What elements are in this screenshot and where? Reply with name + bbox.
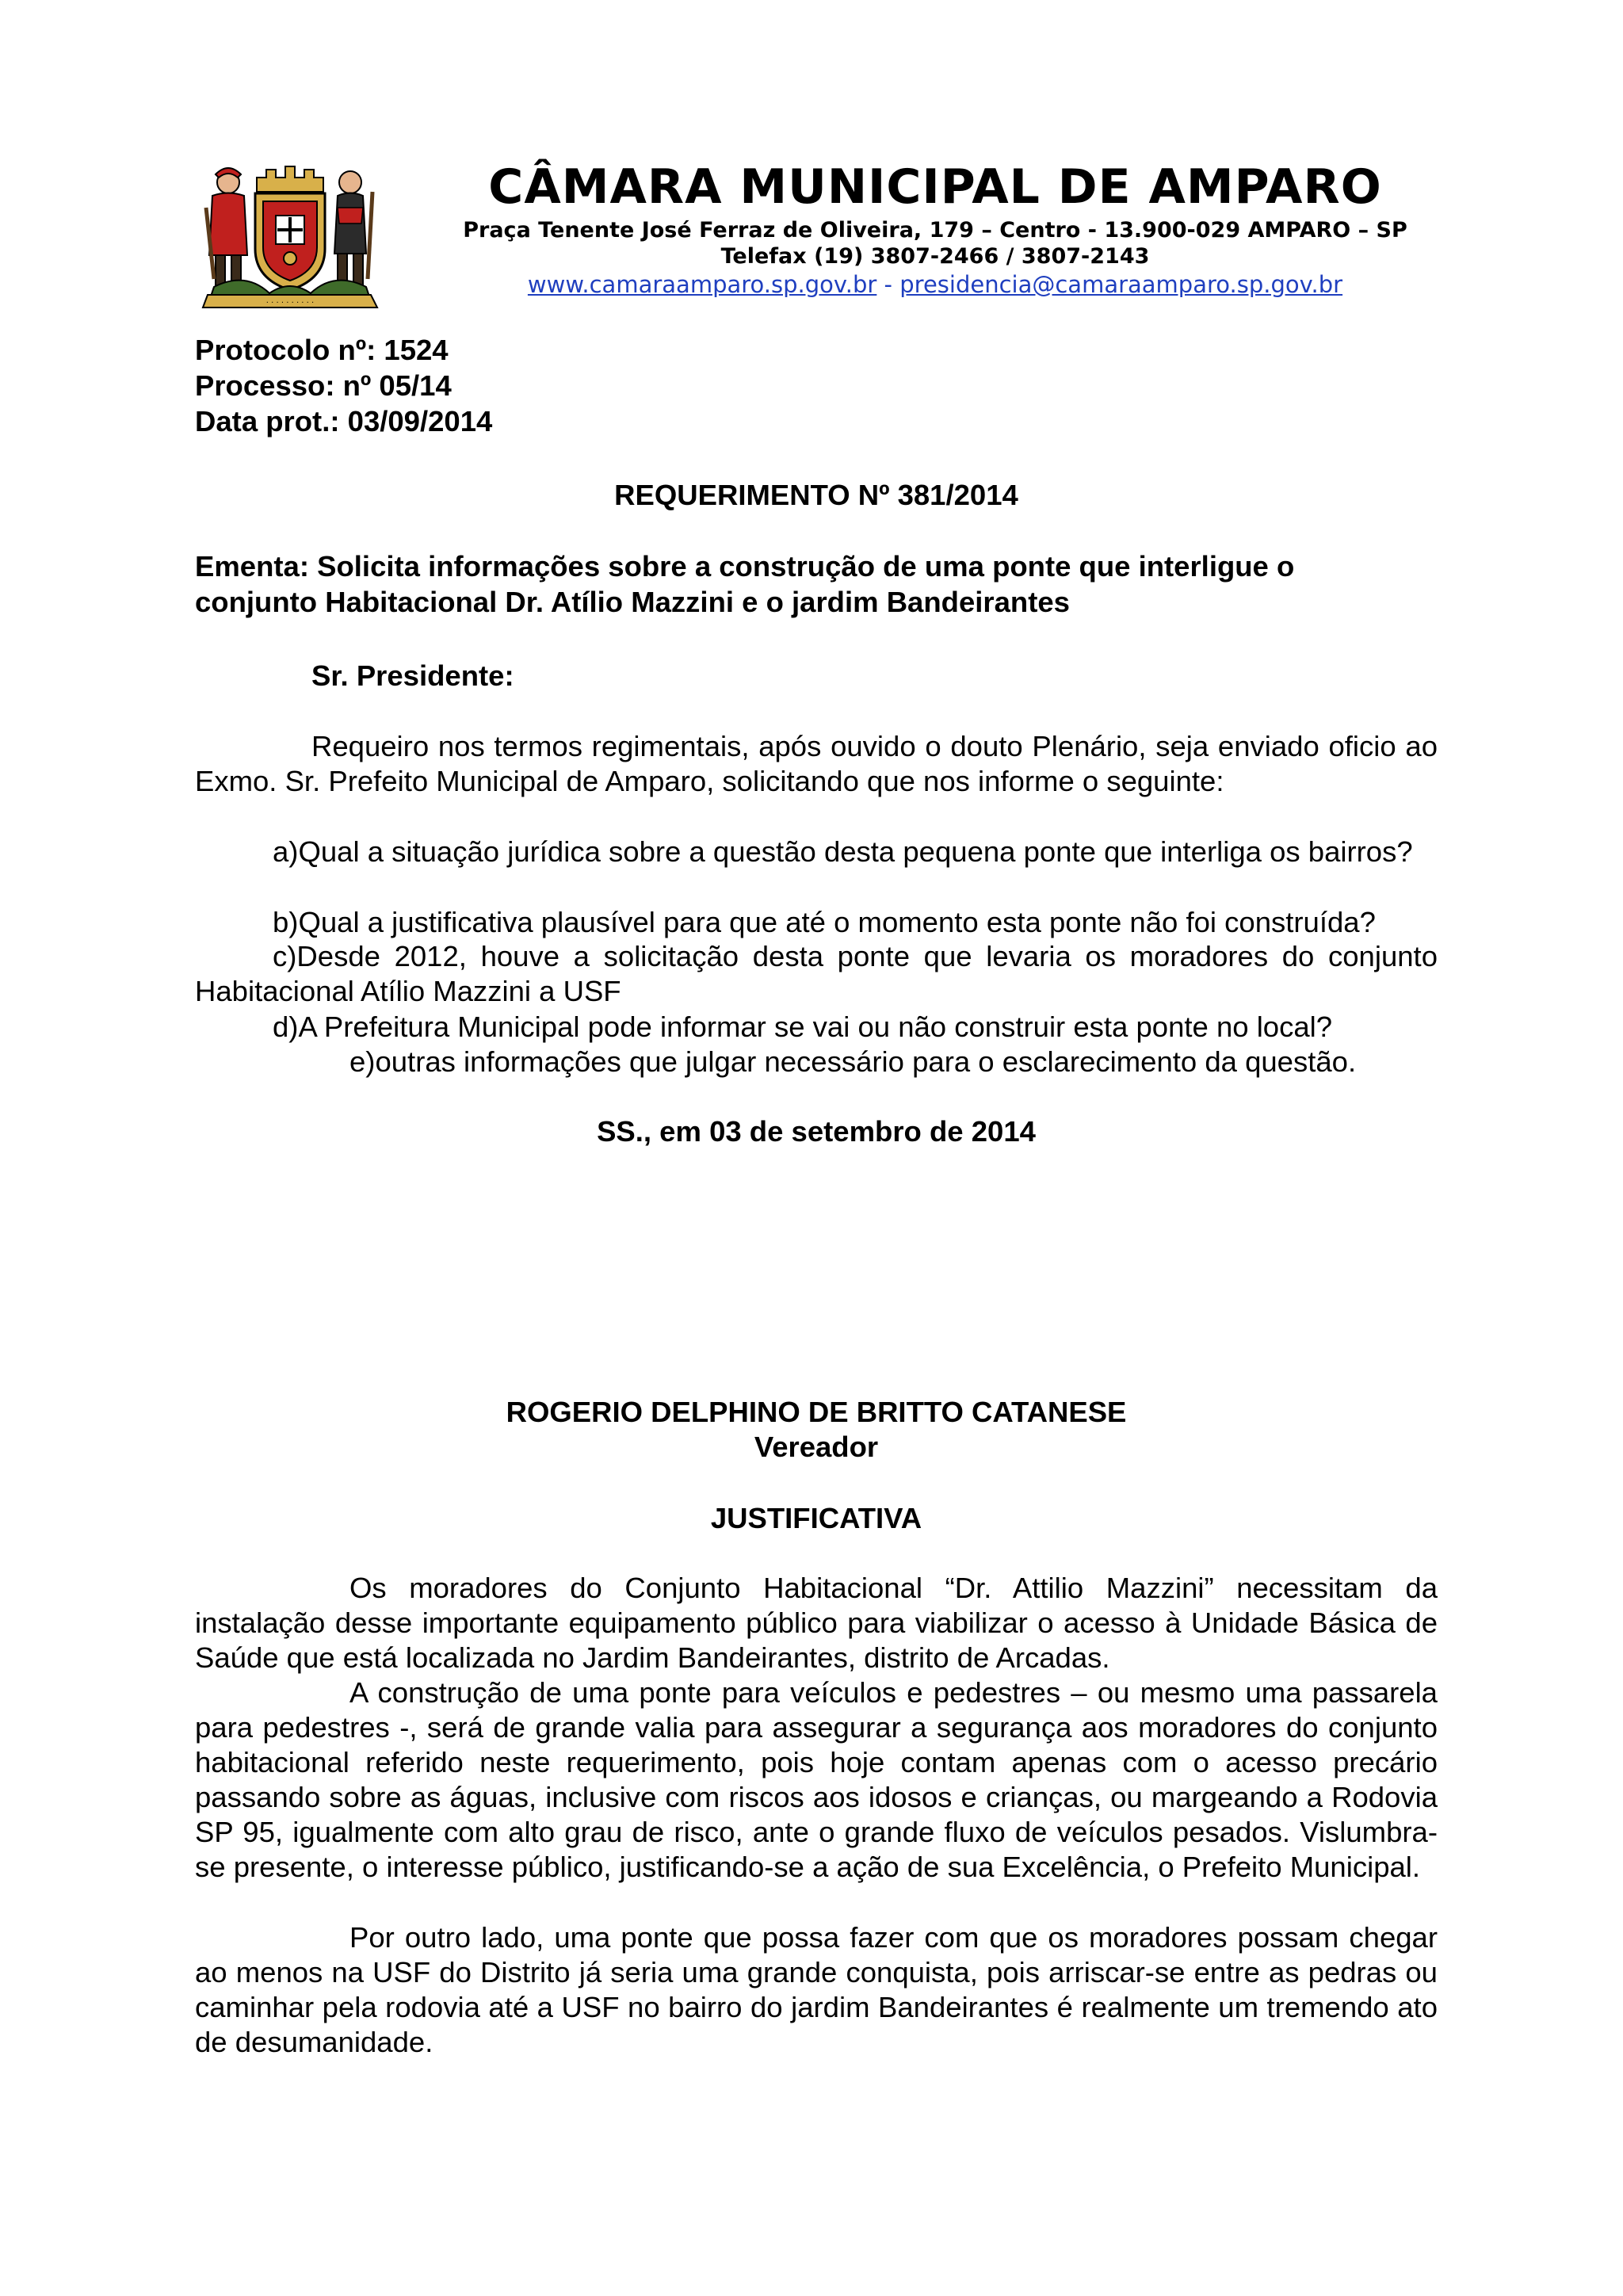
item-e: e)outras informações que julgar necessário para o esclarecimento da questão. <box>349 1045 1357 1078</box>
item-d: d)A Prefeitura Municipal pode informar se vai ou não construir esta ponte no local? <box>273 1010 1333 1043</box>
justification-title: JUSTIFICATIVA <box>710 1502 922 1534</box>
justification-paragraph-3: Por outro lado, uma ponte que possa fazer com que os moradores possam chegar ao menos na USF do Distrito já seria uma grande conquista, pois arriscar-se entre as pedras ou caminhar pela rodovia até a USF no bairro do jardim Bandeirantes é realmente um tremendo ato de desumanidade. <box>195 1921 1438 2058</box>
date-line: SS., em 03 de setembro de 2014 <box>597 1115 1036 1148</box>
ementa-line-2: conjunto Habitacional Dr. Atílio Mazzini e o jardim Bandeirantes <box>195 586 1070 618</box>
coat-of-arms-icon <box>198 160 380 312</box>
protocol-block <box>195 333 492 440</box>
institution-telefax: Telefax (19) 3807-2466 / 3807-2143 <box>720 244 1150 269</box>
institution-address: Praça Tenente José Ferraz de Oliveira, 179 – Centro - 13.900-029 AMPARO – SP <box>463 218 1407 243</box>
svg-text:· · · · · · · · · ·: · · · · · · · · · · <box>265 299 315 308</box>
protocol-date: Data prot.: 03/09/2014 <box>195 405 493 437</box>
protocol-number: Protocolo nº: 1524 <box>195 334 449 366</box>
document-title: REQUERIMENTO Nº 381/2014 <box>614 479 1018 511</box>
process-number: Processo: nº 05/14 <box>195 369 452 402</box>
salutation: Sr. Presidente: <box>311 659 514 692</box>
signer-role: Vereador <box>754 1431 879 1463</box>
institution-links <box>396 270 1474 299</box>
institution-title: CÂMARA MUNICIPAL DE AMPARO <box>488 159 1382 215</box>
justification-paragraph-2: A construção de uma ponte para veículos e pedestres – ou mesmo uma passarela para pedestres -, será de grande valia para assegurar a segurança aos moradores do conjunto habitacional referido neste requerimento, pois hoje contam apenas com o acesso precário passando sobre as águas, inclusive com riscos aos idosos e crianças, ou margeando a Rodovia SP 95, igualmente com alto grau de risco, ante o grande fluxo de veículos pesados. Vislumbra-se presente, o interesse público, justificando-se a ação de sua Excelência, o Prefeito Municipal. <box>195 1676 1438 1883</box>
signer-name: ROGERIO DELPHINO DE BRITTO CATANESE <box>506 1396 1127 1428</box>
item-b: b)Qual a justificativa plausível para que até o momento esta ponte não foi construída? <box>273 906 1376 938</box>
justification-paragraph-1: Os moradores do Conjunto Habitacional “Dr. Attilio Mazzini” necessitam da instalação desse importante equipamento público para viabilizar o acesso à Unidade Básica de Saúde que está localizada no Jardim Bandeirantes, distrito de Arcadas. <box>195 1572 1438 1674</box>
website-link[interactable]: www.camaraamparo.sp.gov.br <box>527 271 877 298</box>
item-c: c)Desde 2012, houve a solicitação desta ponte que levaria os moradores do conjunto Habitacional Atílio Mazzini a USF <box>195 940 1438 1007</box>
ementa-line-1: Ementa: Solicita informações sobre a construção de uma ponte que interligue o <box>195 550 1295 583</box>
intro-paragraph: Requeiro nos termos regimentais, após ouvido o douto Plenário, seja enviado oficio ao Exmo. Sr. Prefeito Municipal de Amparo, solicitando que nos informe o seguinte: <box>195 730 1438 797</box>
item-a: a)Qual a situação jurídica sobre a questão desta pequena ponte que interliga os bairros? <box>273 835 1413 868</box>
links-separator: - <box>876 271 900 298</box>
email-link[interactable]: presidencia@camaraamparo.sp.gov.br <box>899 271 1343 298</box>
